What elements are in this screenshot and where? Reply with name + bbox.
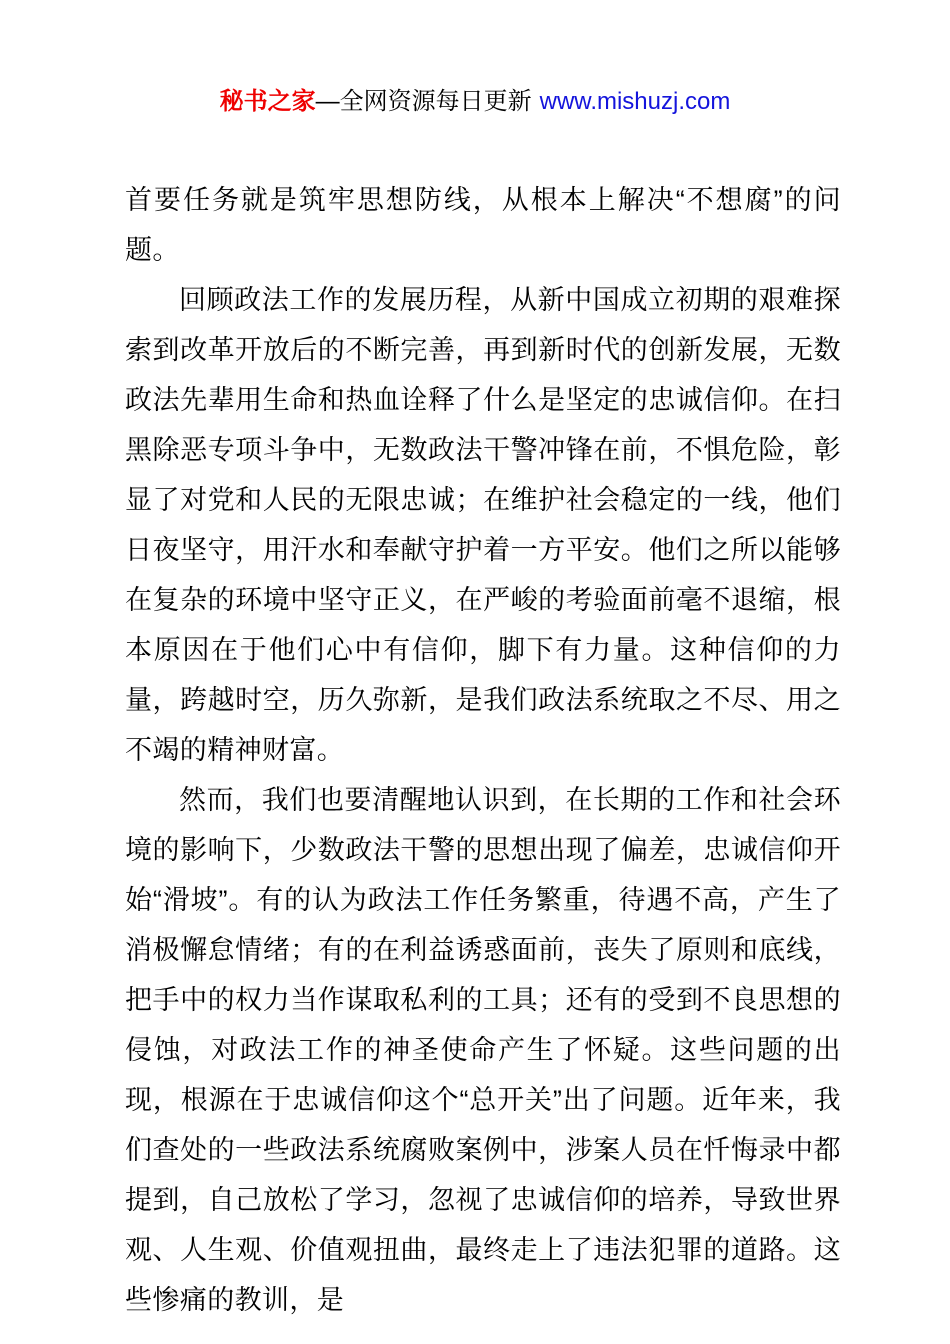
paragraph-review-history: 回顾政法工作的发展历程，从新中国成立初期的艰难探索到改革开放后的不断完善，再到新时代的创新发展，无数政法先辈用生命和热血诠释了什么是坚定的忠诚信仰。在扫黑除恶专项斗争中，无数政法干警冲锋在前，不惧危险，彰显了对党和人民的无限忠诚；在维护社会稳定的一线，他们日夜坚守，用汗水和奉献守护着一方平安。他们之所以能够在复杂的环境中坚守正义，在严峻的考验面前毫不退缩，根本原因在于他们心中有信仰，脚下有力量。这种信仰的力量，跨越时空，历久弥新，是我们政法系统取之不尽、用之不竭的精神财富。 — [125, 285, 841, 765]
paragraph-continuation: 首要任务就是筑牢思想防线，从根本上解决“不想腐”的问题。 — [125, 185, 841, 265]
paragraph-problems: 然而，我们也要清醒地认识到，在长期的工作和社会环境的影响下，少数政法干警的思想出现了偏差，忠诚信仰开始“滑坡”。有的认为政法工作任务繁重，待遇不高，产生了消极懈怠情绪；有的在利益诱惑面前，丧失了原则和底线，把手中的权力当作谋取私利的工具；还有的受到不良思想的侵蚀，对政法工作的神圣使命产生了怀疑。这些问题的出现，根源在于忠诚信仰这个“总开关”出了问题。近年来，我们查处的一些政法系统腐败案例中，涉案人员在忏悔录中都提到，自己放松了学习，忽视了忠诚信仰的培养，导致世界观、人生观、价值观扭曲，最终走上了违法犯罪的道路。这些惨痛的教训，是 — [125, 785, 841, 1315]
document-body — [125, 175, 841, 1325]
site-url-link[interactable]: www.mishuzj.com — [539, 88, 731, 115]
site-brand: 秘书之家 — [219, 88, 316, 115]
site-tagline: —全网资源每日更新 — [315, 88, 532, 115]
site-header — [0, 84, 950, 120]
